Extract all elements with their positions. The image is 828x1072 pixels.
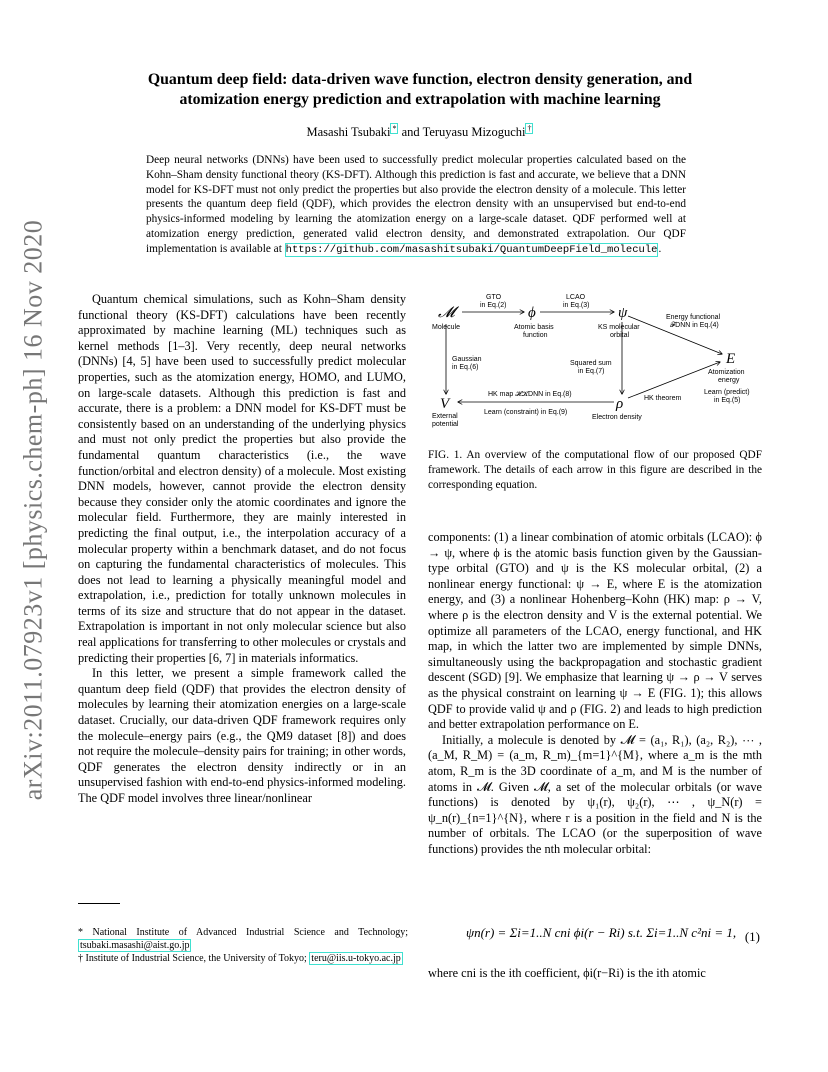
footnote-2-text: Institute of Industrial Science, the University of Tokyo; <box>85 953 307 964</box>
equation-1-body: ψn(r) = Σi=1..N cni ϕi(r − Ri) s.t. Σi=1..N c²ni = 1, <box>466 925 737 940</box>
label-learn-predict-2: in Eq.(5) <box>714 397 741 404</box>
label-external-1: External <box>432 413 458 420</box>
footnote-2-mark: † <box>78 953 83 964</box>
right-paragraph-1: components: (1) a linear combination of atomic orbitals (LCAO): ϕ → ψ, where ϕ is the atomic basis function given by the Gaussian-type orbital (GTO) and ψ is the KS molecular orbital, (2) a nonlinear energy functional: ψ → E, where E is the atomization energy, and (3) a nonlinear Hohenberg–Kohn (HK) map: ρ → V, where ρ is the electron density and V is the external potential. We optimize all parameters of the LCAO, energy functional, and HK map, in which the latter two are implemented by simple DNNs, simultaneously using the backpropagation and stochastic gradient descent (SGD) [9]. We emphasize that learning ψ → ρ → V serves as the physical constraint on learning ψ → E (FIG. 1); this allows QDF to provide valid ψ and ρ (FIG. 2) and leads to high prediction and better extrapolation performance on E. <box>428 530 762 732</box>
abstract <box>146 153 686 258</box>
abstract-text: Deep neural networks (DNNs) have been used to successfully predict molecular properties calculated based on the Kohn–Sham density functional theory (KS-DFT). Although this prediction is fast and accurate, we believe that a DNN model for KS-DFT must not only predict the properties but also provide the electron density of a molecule. This letter presents the quantum deep field (QDF), which provides the electron density with an unsupervised but end-to-end physics-informed modeling by learning the atomization energy on a large-scale dataset. QDF performed well at atomization energy prediction, generated valid electron density, and demonstrated extrapolation. Our QDF implementation is available at <box>146 154 686 255</box>
node-V: V <box>440 396 450 412</box>
footnote-2-email-link[interactable]: teru@iis.u-tokyo.ac.jp <box>311 953 401 964</box>
footnote-1-mark: * <box>78 927 83 938</box>
arxiv-id-text: arXiv:2011.07923v1 [physics.chem-ph] 16 Nov 2020 <box>18 219 48 801</box>
node-M: 𝓜 <box>438 305 455 321</box>
abstract-end: . <box>658 242 662 255</box>
label-ks-1: KS molecular <box>598 324 640 331</box>
label-molecule: Molecule <box>432 324 461 331</box>
author-and: and <box>401 125 420 140</box>
author-1: Masashi Tsubaki <box>306 125 391 140</box>
author-2: Teruyasu Mizoguchi <box>422 125 526 140</box>
label-hk-map: HK map 𝓗𝓚DNN in Eq.(8) <box>488 391 572 398</box>
label-ks-2: orbital <box>610 332 630 339</box>
author-2-affiliation-link[interactable]: † <box>527 124 532 133</box>
label-atomization-1: Atomization <box>708 369 745 376</box>
label-hk-theorem: HK theorem <box>644 395 682 402</box>
footnote-2 <box>78 952 408 965</box>
intro-paragraph-2: In this letter, we present a simple framework called the quantum deep field (QDF) that provides the electron density of molecules by learning their atomization energies on a large-scale dataset. Crucially, our data-driven QDF framework requires only the molecule–energy pairs (e.g., the QM9 dataset [8]) and does not require the molecule–density pairs for training; in other words, QDF generates the electron density indirectly or in an unsupervised fashion with end-to-end physics-informed modeling. The QDF model involves three linear/nonlinear <box>78 666 406 805</box>
label-gaussian-2: in Eq.(6) <box>452 364 479 371</box>
paper-title <box>80 70 760 110</box>
equation-1 <box>428 915 762 961</box>
right-column <box>428 530 762 857</box>
label-lcao-eq: in Eq.(3) <box>563 302 590 309</box>
left-column <box>78 292 406 807</box>
post-equation-text: where cni is the ith coefficient, ϕi(r−Ri) is the ith atomic <box>428 966 706 980</box>
title-line-2: atomization energy prediction and extrapolation with machine learning <box>179 91 661 108</box>
label-learn-predict-1: Learn (predict) <box>704 389 750 396</box>
qdf-flow-svg <box>428 290 762 430</box>
arxiv-identifier <box>8 219 58 801</box>
label-ef-2: 𝓕DNN in Eq.(4) <box>670 322 719 329</box>
intro-paragraph-1: Quantum chemical simulations, such as Kohn–Sham density functional theory (KS-DFT) calculations have been recently approximated by machine learning (ML) techniques such as kernel methods [1–3]. Very recently, deep neural networks (DNNs) [4, 5] have been used to successfully predict molecular properties, such as the atomization energy, HOMO, and LUMO, on large-scale datasets. Although this prediction is fast and accurate, there is a problem: a DNN model for KS-DFT must be consistently based on an understanding of the underlying physics and must not only predict the properties but also provide the fundamental quantum characteristics (i.e., the wave function/orbital and electron density) of a molecule. Most existing DNN models, however, cannot provide the electron density because they consider only the atomic coordinates and ignore the molecular field. Furthermore, they are mainly interested in predicting the final output, i.e., the interpolation accuracy of a molecular property within a benchmark dataset, and do not focus on capturing the fundamental characteristics of molecules. This does not lead to learning a physically meaningful model and extrapolation, i.e., prediction for totally unknown molecules in terms of its size and structure that do not appear in the dataset. Extrapolation is important in not only molecular science but also real applications for transferring to other molecules or crystals and predicting their properties [6, 7] in materials informatics. <box>78 292 406 665</box>
author-list <box>80 124 760 140</box>
footnote-1 <box>78 926 408 952</box>
label-lcao: LCAO <box>566 294 586 301</box>
label-squared-1: Squared sum <box>570 360 612 367</box>
footnote-1-text: National Institute of Advanced Industrial Science and Technology; <box>92 927 409 938</box>
label-atomization-2: energy <box>718 377 740 384</box>
label-electron-density: Electron density <box>592 414 642 421</box>
label-squared-2: in Eq.(7) <box>578 368 605 375</box>
label-learn-constraint: Learn (constraint) in Eq.(9) <box>484 409 568 416</box>
node-phi: ϕ <box>528 305 536 321</box>
figure-1-caption: FIG. 1. An overview of the computational flow of our proposed QDF framework. The details of each arrow in this figure are described in the corresponding equation. <box>428 449 762 491</box>
footnote-divider <box>78 903 120 904</box>
label-gaussian-1: Gaussian <box>452 356 482 363</box>
label-external-2: potential <box>432 421 459 428</box>
label-gto: GTO <box>486 294 502 301</box>
title-line-1: Quantum deep field: data-driven wave function, electron density generation, and <box>147 71 693 88</box>
footnotes <box>78 926 408 965</box>
node-rho: ρ <box>616 396 624 412</box>
footnote-1-email-link[interactable]: tsubaki.masashi@aist.go.jp <box>80 940 190 951</box>
right-paragraph-2: Initially, a molecule is denoted by 𝓜 = (a₁, R₁), (a₂, R₂), ⋯ , (a_M, R_M) = (a_m, R_m)_{m=1}^{M}, where a_m is the mth atom, R_m is the 3D coordinate of a_m, and M is the number of atoms in 𝓜. Given 𝓜, a set of the molecular orbitals (or wave functions) is denoted by ψ₁(r), ψ₂(r), ⋯ , ψ_N(r) = ψ_n(r)_{n=1}^{N}, where r is a position in the field and N is the number of orbitals. The LCAO (or the superposition of wave functions) provides the nth molecular orbital: <box>428 732 762 856</box>
label-ef-1: Energy functional <box>666 314 721 321</box>
figure-1-diagram <box>428 290 762 430</box>
author-1-affiliation-link[interactable]: * <box>392 124 397 133</box>
equation-1-number: (1) <box>744 929 760 944</box>
node-psi: ψ <box>618 305 628 321</box>
label-basis-1: Atomic basis <box>514 324 554 331</box>
code-repository-link[interactable]: https://github.com/masashitsubaki/QuantumDeepField_molecule <box>285 243 658 256</box>
label-basis-2: function <box>523 332 548 339</box>
node-E: E <box>726 351 736 367</box>
label-gto-eq: in Eq.(2) <box>480 302 507 309</box>
